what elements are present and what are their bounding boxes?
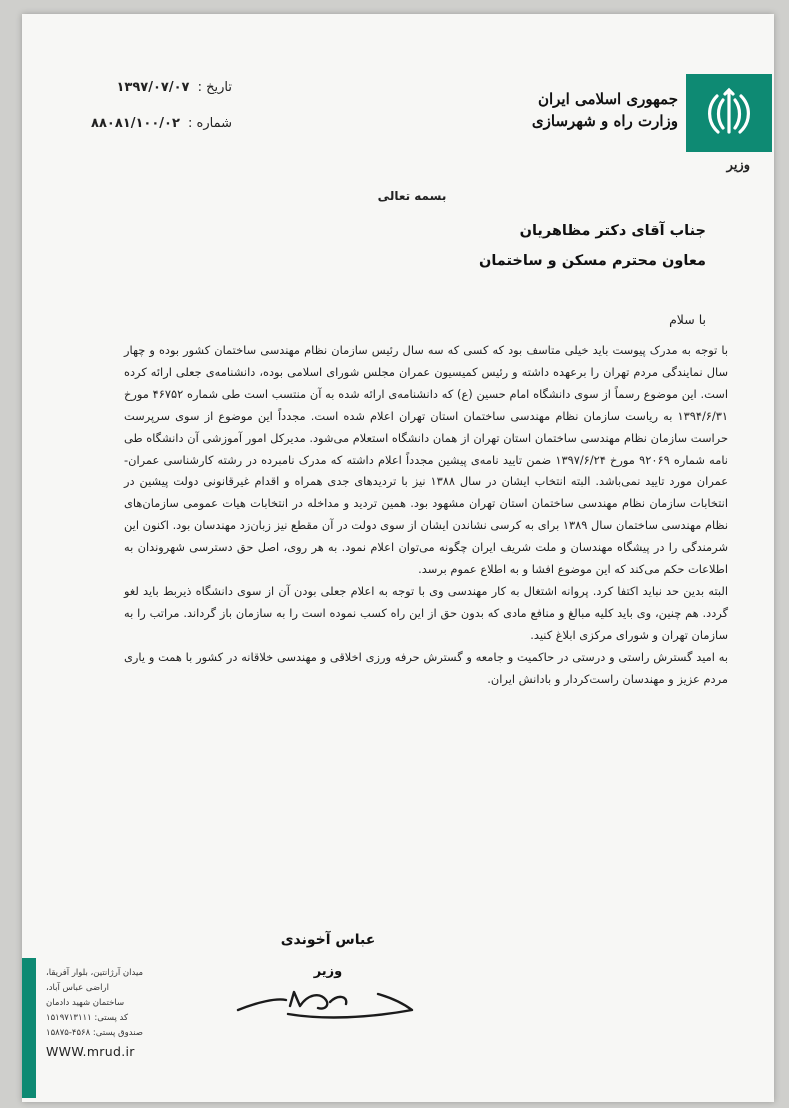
address-line: میدان آرژانتین، بلوار آفریقا،: [46, 968, 144, 978]
addressee-name: جناب آقای دکتر مظاهریان: [519, 223, 706, 239]
address-line: اراضی عباس آباد،: [46, 983, 109, 993]
handwritten-signature: [228, 980, 418, 1026]
number-label: شماره :: [188, 116, 232, 131]
organization-name: [458, 88, 678, 132]
iran-emblem-icon: [704, 86, 754, 140]
organization-line-1: جمهوری اسلامی ایران: [537, 90, 678, 108]
website-url: WWW.mrud.ir: [46, 1044, 135, 1059]
emblem-box: [686, 74, 772, 152]
number-row: [62, 110, 232, 146]
greeting: با سلام: [669, 312, 706, 327]
letter-body: [124, 340, 728, 691]
date-value: ۱۳۹۷/۰۷/۰۷: [116, 80, 190, 95]
footer-address: [46, 966, 176, 1041]
date-row: [62, 74, 232, 110]
organization-line-2: وزارت راه و شهرسازی: [531, 112, 678, 130]
signer-name: عباس آخوندی: [280, 932, 376, 948]
office-title: وزیر: [726, 158, 750, 173]
addressee-title: معاون محترم مسکن و ساختمان: [478, 253, 706, 269]
paragraph-1: با توجه به مدرک پیوست باید خیلی متاسف بود که کسی که سه سال رئیس سازمان نظام مهندسی ساختمان کشور بوده و چهار سال نمایندگی مردم تهران را برعهده داشته و رئیس کمیسیون عمران مجلس شورای اسلامی بوده، دانشنامه‌ی جعلی ارائه کرده است. این موضوع رسماً از سوی دانشگاه امام حسین (ع) که دانشنامه‌ی ارائه شده به آن منتسب است طی شماره ۴۶۷۵۲ مورخ ۱۳۹۴/۶/۳۱ به ریاست سازمان نظام مهندسی ساختمان استان تهران اعلام شده است. مجدداً این موضوع از سوی سرپرست حراست سازمان نظام مهندسی ساختمان استان تهران از همان دانشگاه استعلام می‌شود. مدیرکل امور آموزشی آن دانشگاه طی نامه شماره ۹۲۰۶۹ مورخ ۱۳۹۷/۶/۲۴ ضمن تایید نامه‌ی پیشین مجدداً اعلام داشته که مدرک نامبرده در رشته کارشناسی عمران- عمران مورد تایید نمی‌باشد. البته انتخاب ایشان در سال ۱۳۸۸ نیز با تردیدهای جدی همراه و اقدام غیرقانونی دولت پیشین در انتخابات سازمان نظام مهندسی ساختمان استان تهران مشهود بود. همین تردید و مداخله در انتخابات هیات عمومی سازمان‌های نظام مهندسی ساختمان سال ۱۳۸۹ برای به کرسی نشاندن ایشان از سوی دولت در آن مقطع نیز زبان‌زد مهندسان بود. اکنون این شرمندگی را در پیشگاه مهندسان و ملت شریف ایران چگونه می‌توان اعلام نمود. به هر روی، اصل حق دسترسی شهروندان به اطلاعات حکم می‌کند که این موضوع افشا و به اطلاع عموم برسد.: [124, 343, 728, 577]
signer-title: وزیر: [313, 964, 343, 979]
paragraph-2: البته بدین حد نباید اکتفا کرد. پروانه اشتغال به کار مهندسی وی با توجه به اعلام جعلی بودن آن از سوی دانشگاه ذیربط باید لغو گردد. هم چنین، وی باید کلیه مبالغ و منافع مادی که بدون حق از این راه کسب نموده است را به سازمان باز گرداند. مراتب را به سازمان تهران و شورای مرکزی ابلاغ کنید.: [124, 583, 728, 642]
paragraph-3: به امید گسترش راستی و درستی در حاکمیت و جامعه و گسترش حرفه ورزی اخلاقی و مهندسی خلاقانه در کشور با همت و یاری مردم عزیز و مهندسان راست‌کردار و بادانش ایران.: [124, 649, 728, 686]
letter-meta: [62, 74, 232, 146]
footer-accent-bar: [22, 958, 36, 1098]
signature-block: [258, 926, 398, 986]
addressee: [206, 216, 706, 276]
letter-page: [22, 14, 774, 1102]
number-value: ۸۸۰۸۱/۱۰۰/۰۲: [91, 116, 180, 131]
address-line: ساختمان شهید دادمان: [46, 998, 125, 1008]
address-line: کد پستی: ۱۵۱۹۷۱۳۱۱۱: [46, 1013, 129, 1023]
invocation: بسمه تعالی: [377, 189, 447, 203]
date-label: تاریخ :: [197, 80, 232, 95]
address-line: صندوق پستی: ۴۵۶۸-۱۵۸۷۵: [46, 1028, 143, 1038]
